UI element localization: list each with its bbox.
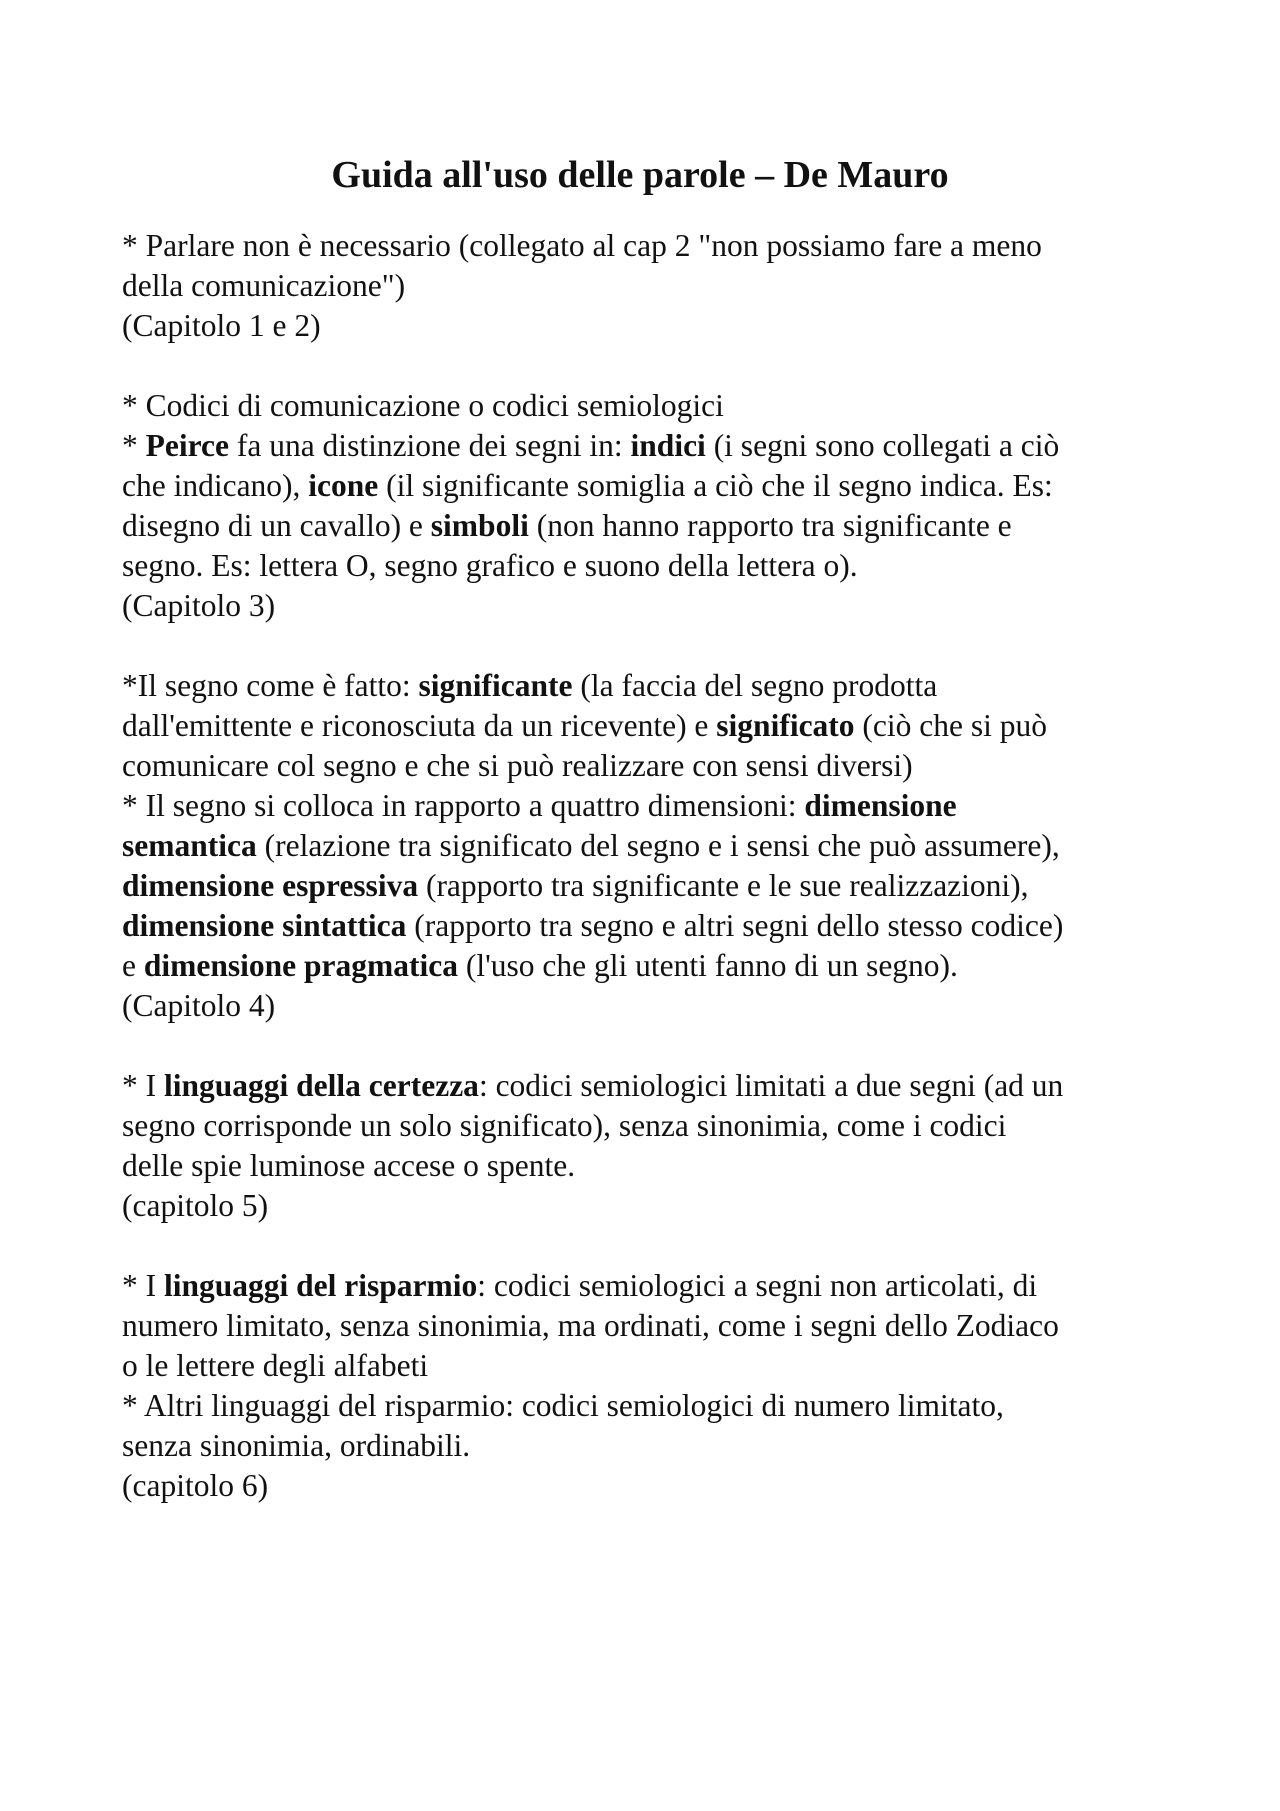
bold-term: semantica	[122, 828, 257, 863]
text-segment: comunicare col segno e che si può realizzare con sensi diversi)	[122, 748, 913, 783]
text-segment: numero limitato, senza sinonimia, ma ordinati, come i segni dello Zodiaco	[122, 1308, 1059, 1343]
text-segment: : codici semiologici a segni non articolati, di	[477, 1268, 1038, 1303]
text-line	[122, 826, 1182, 866]
text-segment: o le lettere degli alfabeti	[122, 1348, 429, 1383]
bold-term: dimensione	[804, 788, 957, 823]
text-segment: * Il segno si colloca in rapporto a quattro dimensioni:	[122, 788, 805, 823]
text-segment: (rapporto tra segno e altri segni dello stesso codice)	[406, 908, 1064, 943]
bold-term: icone	[308, 468, 379, 503]
text-segment: senza sinonimia, ordinabili.	[122, 1428, 471, 1463]
text-segment: (rapporto tra significante e le sue realizzazioni),	[418, 868, 1029, 903]
text-segment: (ciò che si può	[854, 708, 1047, 743]
text-segment: * I	[122, 1068, 164, 1103]
bold-term: indici	[630, 428, 706, 463]
text-segment: *	[122, 428, 146, 463]
text-segment: segno corrisponde un solo significato), senza sinonimia, come i codici	[122, 1108, 1007, 1143]
text-line	[122, 906, 1182, 946]
text-line	[122, 426, 1182, 466]
text-segment: * Altri linguaggi del risparmio: codici semiologici di numero limitato,	[122, 1388, 1004, 1423]
text-segment: (capitolo 6)	[122, 1468, 269, 1503]
paragraph-block	[122, 666, 1182, 1026]
text-segment: (Capitolo 1 e 2)	[122, 308, 321, 343]
bold-term: dimensione sintattica	[122, 908, 407, 943]
text-line	[122, 1186, 1182, 1226]
text-segment: * Parlare non è necessario (collegato al cap 2 "non possiamo fare a meno	[122, 228, 1042, 263]
text-line	[122, 786, 1182, 826]
bold-term: simboli	[430, 508, 529, 543]
bold-term: Peirce	[145, 428, 229, 463]
text-segment: (relazione tra significato del segno e i sensi che può assumere),	[256, 828, 1060, 863]
text-line	[122, 1106, 1182, 1146]
text-segment: * I	[122, 1268, 164, 1303]
text-line	[122, 1386, 1182, 1426]
text-line	[122, 1066, 1182, 1106]
text-line	[122, 666, 1182, 706]
text-segment: (l'uso che gli utenti fanno di un segno).	[457, 948, 958, 983]
paragraph-block	[122, 1266, 1182, 1506]
text-segment: segno. Es: lettera O, segno grafico e suono della lettera o).	[122, 548, 858, 583]
bold-term: linguaggi della certezza	[164, 1068, 479, 1103]
text-line	[122, 986, 1182, 1026]
bold-term: significato	[716, 708, 855, 743]
paragraph-block	[122, 226, 1182, 346]
text-segment: * Codici di comunicazione o codici semiologici	[122, 388, 724, 423]
text-line	[122, 386, 1182, 426]
text-line	[122, 546, 1182, 586]
text-line	[122, 226, 1182, 266]
text-segment: (il significante somiglia a ciò che il segno indica. Es:	[378, 468, 1053, 503]
text-segment: (i segni sono collegati a ciò	[705, 428, 1060, 463]
text-line	[122, 506, 1182, 546]
text-line	[122, 586, 1182, 626]
text-segment: *Il segno come è fatto:	[122, 668, 419, 703]
text-segment: (Capitolo 4)	[122, 988, 276, 1023]
text-line	[122, 1306, 1182, 1346]
text-segment: che indicano),	[122, 468, 309, 503]
text-segment: disegno di un cavallo) e	[122, 508, 431, 543]
text-line	[122, 266, 1182, 306]
text-segment: (capitolo 5)	[122, 1188, 269, 1223]
paragraph-block	[122, 386, 1182, 626]
text-line	[122, 1266, 1182, 1306]
text-line	[122, 746, 1182, 786]
text-line	[122, 1146, 1182, 1186]
text-line	[122, 306, 1182, 346]
text-segment: dall'emittente e riconosciuta da un ricevente) e	[122, 708, 717, 743]
text-line	[122, 946, 1182, 986]
text-line	[122, 1426, 1182, 1466]
text-segment: e	[122, 948, 144, 983]
document-body	[122, 226, 1182, 1546]
text-segment: fa una distinzione dei segni in:	[228, 428, 631, 463]
paragraph-block	[122, 1066, 1182, 1226]
text-line	[122, 466, 1182, 506]
text-segment: (non hanno rapporto tra significante e	[528, 508, 1012, 543]
bold-term: dimensione espressiva	[122, 868, 419, 903]
bold-term: significante	[418, 668, 573, 703]
text-line	[122, 866, 1182, 906]
text-segment: (la faccia del segno prodotta	[572, 668, 938, 703]
text-line	[122, 1466, 1182, 1506]
document-title: Guida all'uso delle parole – De Mauro	[331, 154, 949, 196]
bold-term: linguaggi del risparmio	[164, 1268, 478, 1303]
bold-term: dimensione pragmatica	[143, 948, 458, 983]
text-line	[122, 1346, 1182, 1386]
text-segment: delle spie luminose accese o spente.	[122, 1148, 576, 1183]
text-segment: della comunicazione")	[122, 268, 406, 303]
text-segment: : codici semiologici limitati a due segni (ad un	[478, 1068, 1064, 1103]
text-segment: (Capitolo 3)	[122, 588, 276, 623]
text-line	[122, 706, 1182, 746]
